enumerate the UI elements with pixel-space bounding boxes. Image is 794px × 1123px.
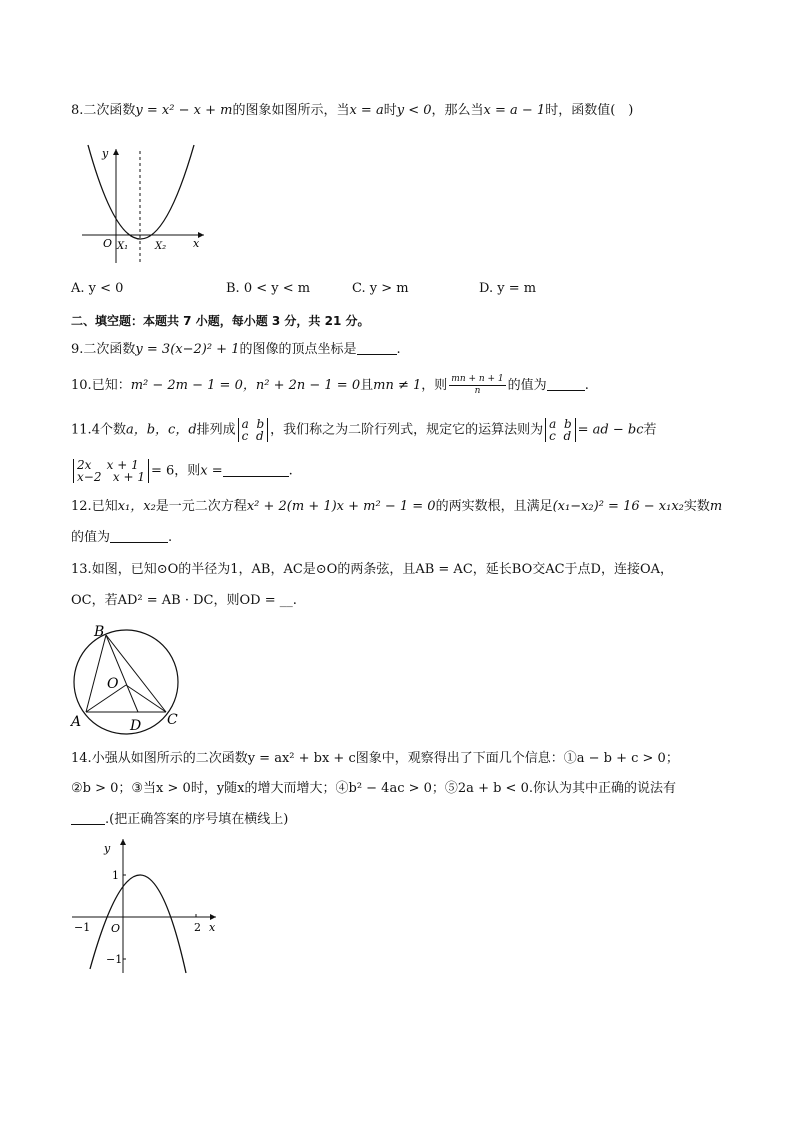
- q14-parabola-graph: [70, 835, 225, 975]
- section-heading: 二、填空题：本题共 7 小题，每小题 3 分，共 21 分。: [71, 314, 370, 328]
- q8-stem: 8.二次函数y = x² − x + m的图象如图所示，当x = a时y < 0，那么当x = a − 1时，函数值( ): [71, 103, 634, 118]
- q14-answer-blank[interactable]: [71, 812, 105, 825]
- q8-parabola-graph: [76, 143, 211, 268]
- q8-origin-label: O: [103, 237, 113, 250]
- q10-stem: 10.已知：m² − 2m − 1 = 0，n² + 2n − 1 = 0且mn ≠ 1，则 $\frac{mn + n + 1}{n}$ 的值为 .: [71, 374, 589, 396]
- q12-stem-line2: 的值为 .: [71, 530, 173, 545]
- q13-circle-diagram: [66, 620, 191, 735]
- q11-stem-line2: 2x x + 1 x−2 x + 1 = 6，则x = .: [71, 459, 293, 483]
- q14-x-label: x: [209, 921, 216, 934]
- q14-y-label: y: [104, 842, 111, 855]
- q13-o-label: O: [107, 676, 119, 692]
- q8-x1-label: X₁: [117, 241, 129, 252]
- q13-d-label: D: [130, 718, 142, 734]
- q11-determinant-rule: a b c d: [545, 418, 575, 442]
- q13-c-label: C: [167, 712, 178, 728]
- q14-tick-2: 2: [194, 921, 201, 934]
- q13-a-label: A: [71, 714, 82, 730]
- q8-y-label: y: [102, 147, 109, 160]
- q14-tick-neg1-y: −1: [106, 953, 123, 966]
- q14-stem-line1: 14.小强从如图所示的二次函数y = ax² + bx + c图象中，观察得出了下面几个信息：①a − b + c > 0；: [71, 751, 679, 766]
- q14-stem-line3: .(把正确答案的序号填在横线上): [71, 811, 288, 829]
- q12-stem-line1: 12.已知x₁，x₂是一元二次方程x² + 2(m + 1)x + m² − 1 = 0的两实数根，且满足(x₁−x₂)² = 16 − x₁x₂实数m: [71, 499, 723, 514]
- q9-answer-blank[interactable]: [357, 342, 397, 355]
- q11-determinant-problem: 2x x + 1 x−2 x + 1: [73, 459, 149, 483]
- q9-stem: 9.二次函数y = 3(x−2)² + 1的图像的顶点坐标是 .: [71, 342, 401, 357]
- q10-fraction: $\frac{mn + n + 1}{n}$: [451, 374, 504, 396]
- q13-b-label: B: [94, 624, 105, 640]
- q13-stem-line1: 13.如图，已知⊙O的半径为1，AB，AC是⊙O的两条弦，且AB = AC，延长BO交AC于点D，连接OA，: [71, 562, 674, 577]
- q8-option-c: C. y > m: [352, 281, 409, 296]
- q13-stem-line2: OC，若AD² = AB · DC，则OD = __.: [71, 593, 297, 608]
- q11-determinant-generic: a b c d: [238, 418, 268, 442]
- q10-answer-blank[interactable]: [547, 378, 585, 391]
- q11-stem-line1: 11.4个数a，b，c，d排列成 a b c d ，我们称之为二阶行列式，规定它的运算法则为 a b c d = ad − bc若: [71, 417, 657, 443]
- q8-option-a: A. y < 0: [71, 281, 124, 296]
- q14-origin-label: O: [111, 922, 121, 935]
- q14-tick-1: 1: [112, 869, 119, 882]
- q8-option-d: D. y = m: [479, 281, 537, 296]
- q12-answer-blank[interactable]: [110, 530, 168, 543]
- q8-option-b: B. 0 < y < m: [226, 281, 311, 296]
- q14-stem-line2: ②b > 0；③当x > 0时，y随x的增大而增大；④b² − 4ac > 0；⑤2a + b < 0.你认为其中正确的说法有: [71, 781, 676, 796]
- q8-x2-label: X₂: [155, 241, 167, 252]
- q11-answer-blank[interactable]: [223, 464, 289, 477]
- q14-tick-neg1-x: −1: [74, 921, 91, 934]
- q8-x-label: x: [193, 237, 200, 250]
